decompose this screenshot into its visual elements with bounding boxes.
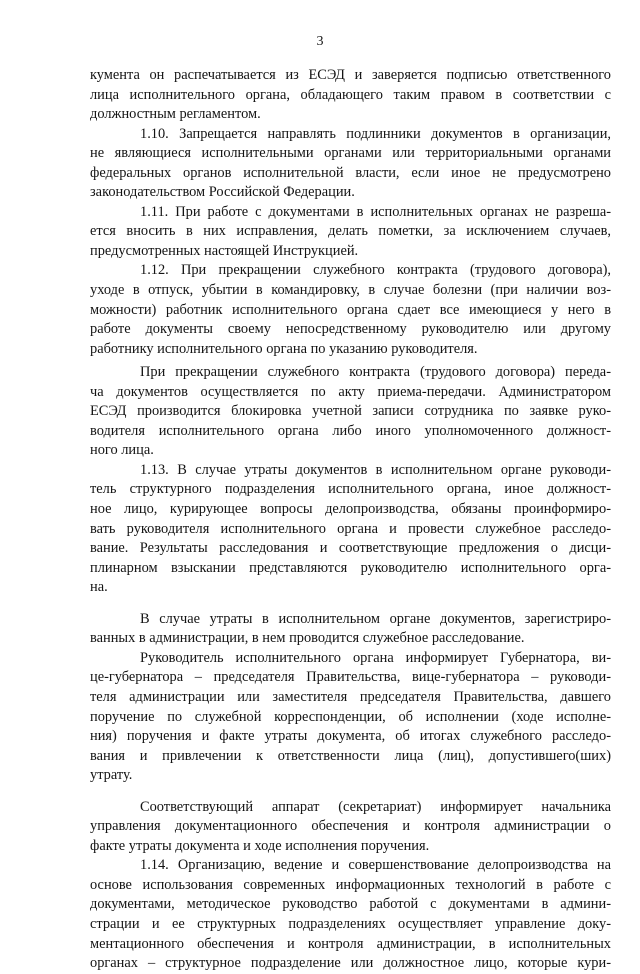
text-line: теля администрации или заместителя председателя Правительства, давшего: [90, 688, 611, 705]
text-line: уходе в отпуск, убытии в командировку, в случае болезни (при наличии воз-: [90, 282, 611, 299]
text-line: на.: [90, 579, 108, 596]
body-text: [90, 66, 611, 974]
text-line: утрату.: [90, 767, 133, 784]
text-line: кумента он распечатывается из ЕСЭД и заверяется подписью ответственного: [90, 67, 611, 83]
text-line: ного лица.: [90, 442, 154, 459]
text-line: управления документационного обеспечения и контроля администрации о: [90, 818, 611, 835]
text-line: документами, методическое руководство работой с документами в админи-: [90, 896, 611, 913]
text-line: предусмотренных настоящей Инструкцией.: [90, 242, 359, 259]
text-line: должностным регламентом.: [90, 106, 261, 123]
text-line: факте утраты документа и ходе исполнения поручения.: [90, 837, 430, 854]
text-line: 1.14. Организацию, ведение и совершенствование делопроизводства на: [140, 857, 611, 874]
text-line: ется вносить в них исправления, делать пометки, за исключением случаев,: [90, 223, 611, 240]
text-line: страции и ее структурных подразделениях осуществляет управление доку-: [90, 915, 611, 932]
text-line: ния) поручения и факте утраты документа, об итогах служебного расследо-: [90, 728, 611, 745]
text-line: ванных в администрации, в нем проводится служебное расследование.: [90, 630, 525, 647]
text-line: федеральных органов исполнительной власти, если иное не предусмотрено: [90, 164, 611, 181]
text-line: основе использования современных информационных технологий в работе с: [90, 876, 611, 893]
text-line: 1.13. В случае утраты документов в исполнительном органе руководи-: [140, 461, 611, 478]
text-line: плинарном взыскании представляются руководителю исполнительного орга-: [90, 559, 611, 576]
text-line: 1.11. При работе с документами в исполнительных органах не разреша-: [140, 203, 611, 220]
text-line: ментационного обеспечения и контроля администрации, в исполнительных: [90, 935, 611, 952]
text-line: ЕСЭД производится блокировка учетной записи сотрудника по заявке руко-: [90, 403, 611, 420]
text-line: органах – структурное подразделение или должностное лицо, которые кури-: [90, 955, 611, 972]
text-line: вание. Результаты расследования и соответствующие предложения о дисци-: [90, 540, 611, 557]
text-line: поручение по служебной корреспонденции, об исполнении (ходе исполне-: [90, 708, 611, 725]
text-line: ча документов осуществляется по акту приема-передачи. Администратором: [90, 383, 611, 400]
page-number: 3: [316, 34, 324, 49]
text-line: При прекращении служебного контракта (трудового договора) переда-: [140, 364, 611, 381]
text-line: Руководитель исполнительного органа информирует Губернатора, ви-: [140, 649, 611, 666]
text-line: ное лицо, курирующее вопросы делопроизводства, обязаны проинформиро-: [90, 501, 611, 518]
text-line: тель структурного подразделения исполнительного органа, иное должност-: [90, 481, 611, 498]
text-line: 1.12. При прекращении служебного контракта (трудового договора),: [140, 262, 611, 279]
text-line: вания и привлечении к ответственности лица (лиц), допустившего(ших): [90, 747, 611, 764]
text-line: водителя исполнительного органа либо иного уполномоченного должност-: [90, 422, 611, 439]
text-line: 1.10. Запрещается направлять подлинники документов в организации,: [140, 125, 611, 142]
text-line: це-губернатора – председателя Правительства, вице-губернатора – руководи-: [90, 669, 611, 686]
text-line: работнику исполнительного органа по указанию руководителя.: [90, 340, 478, 357]
text-line: Соответствующий аппарат (секретариат) информирует начальника: [140, 798, 611, 815]
text-line: В случае утраты в исполнительном органе документов, зарегистриро-: [140, 610, 611, 627]
text-line: лица исполнительного органа, обладающего таким правом в соответствии с: [90, 86, 611, 103]
text-line: не являющиеся исполнительными органами или территориальными органами: [90, 145, 611, 162]
text-line: работе документы своему непосредственному руководителю или другому: [90, 321, 611, 338]
text-line: можности) работник исполнительного органа сдает все имеющиеся у него в: [90, 301, 611, 318]
text-line: законодательством Российской Федерации.: [90, 184, 355, 201]
text-line: вать руководителя исполнительного органа и провести служебное расследо-: [90, 520, 611, 537]
